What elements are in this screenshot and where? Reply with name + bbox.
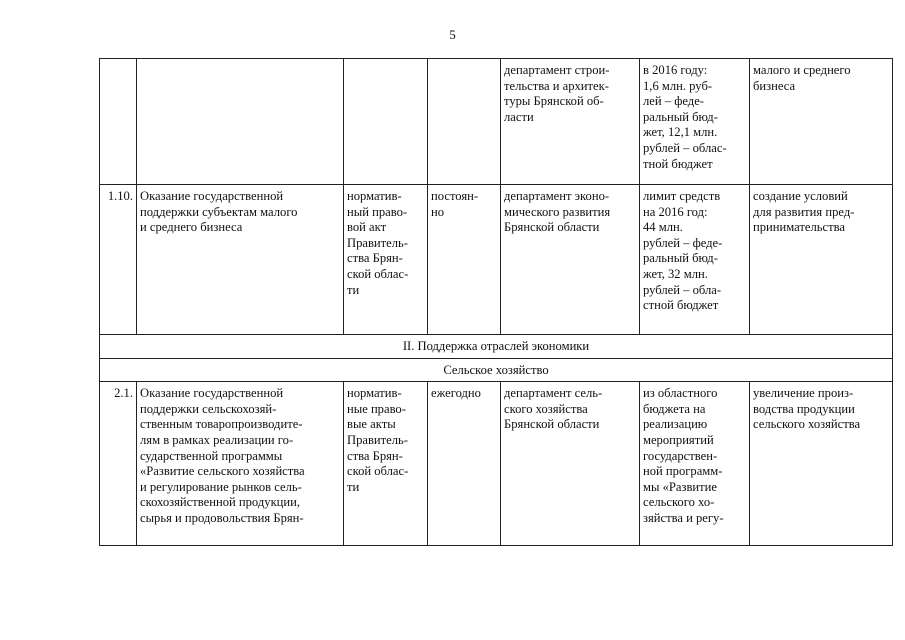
page-number: 5 xyxy=(449,27,456,42)
section-title: II. Поддержка отраслей экономики xyxy=(100,335,893,359)
funding-cell: лимит средств на 2016 год: 44 млн. рублей – феде- ральный бюд- жет, 32 млн. рублей – обла- стной бюджет xyxy=(640,185,750,335)
executor-cell: департамент эконо- мического развития Брянской области xyxy=(501,185,640,335)
legal-basis-cell: норматив- ные право- вые акты Правитель- ства Брян- ской облас- ти xyxy=(344,382,428,546)
measure-cell: Оказание государственной поддержки субъектам малого и среднего бизнеса xyxy=(137,185,344,335)
result-cell: создание условий для развития пред- принимательства xyxy=(750,185,893,335)
term-cell: постоян- но xyxy=(428,185,501,335)
funding-cell: из областного бюджета на реализацию мероприятий государствен- ной программ- мы «Развитие сельского хо- зяйства и регу- xyxy=(640,382,750,546)
executor-cell: департамент строи- тельства и архитек- туры Брянской об- ласти xyxy=(501,59,640,185)
term-cell: ежегодно xyxy=(428,382,501,546)
result-cell: малого и среднего бизнеса xyxy=(750,59,893,185)
table-row xyxy=(100,382,893,546)
table-row xyxy=(100,185,893,335)
subsection-title: Сельское хозяйство xyxy=(100,358,893,382)
funding-cell: в 2016 году: 1,6 млн. руб- лей – феде- ральный бюд- жет, 12,1 млн. рублей – облас- тной бюджет xyxy=(640,59,750,185)
table-row xyxy=(100,59,893,185)
row-number-cell: 2.1. xyxy=(100,382,137,546)
term-cell xyxy=(428,59,501,185)
measure-cell: Оказание государственной поддержки сельскохозяй- ственным товаропроизводите- лям в рамках реализации го- сударственной программы «Развитие сельского хозяйства и регулирование рынков сель- скохозяйственной продукции, сырья и продовольствия Брян- xyxy=(137,382,344,546)
measures-table xyxy=(99,58,893,546)
measure-cell xyxy=(137,59,344,185)
row-number-cell: 1.10. xyxy=(100,185,137,335)
executor-cell: департамент сель- ского хозяйства Брянской области xyxy=(501,382,640,546)
result-cell: увеличение произ- водства продукции сельского хозяйства xyxy=(750,382,893,546)
legal-basis-cell xyxy=(344,59,428,185)
row-number-cell xyxy=(100,59,137,185)
subsection-row xyxy=(100,358,893,382)
section-row xyxy=(100,335,893,359)
legal-basis-cell: норматив- ный право- вой акт Правитель- ства Брян- ской облас- ти xyxy=(344,185,428,335)
